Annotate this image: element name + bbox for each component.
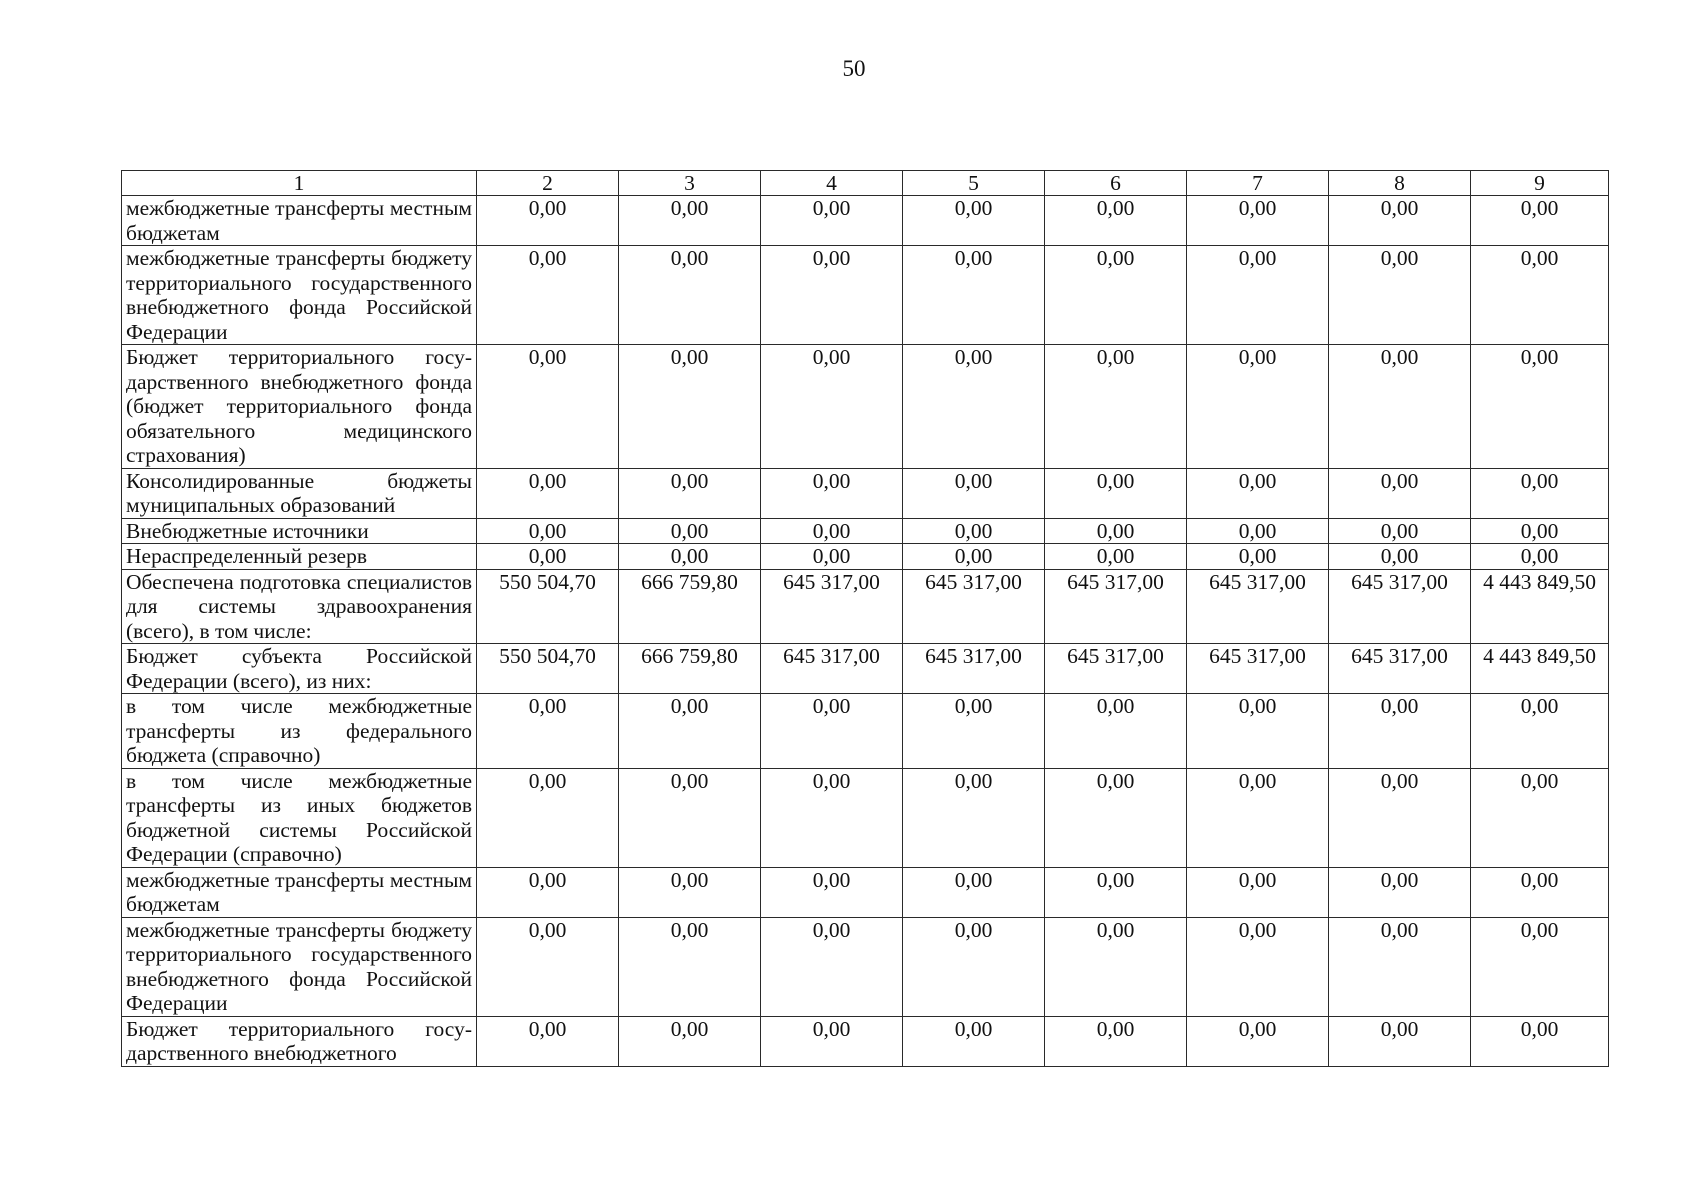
row-label: Бюджет территориального государственного внебюджетного bbox=[122, 1016, 477, 1066]
value-cell: 0,00 bbox=[1471, 867, 1609, 917]
value-cell: 0,00 bbox=[619, 246, 761, 345]
value-cell: 0,00 bbox=[1187, 917, 1329, 1016]
row-label: Консолидированные бюджеты муниципальных образований bbox=[122, 468, 477, 518]
value-cell: 0,00 bbox=[903, 544, 1045, 570]
value-cell: 0,00 bbox=[1471, 544, 1609, 570]
value-cell: 0,00 bbox=[903, 246, 1045, 345]
value-cell: 0,00 bbox=[1045, 768, 1187, 867]
value-cell: 0,00 bbox=[619, 768, 761, 867]
value-cell: 645 317,00 bbox=[1329, 644, 1471, 694]
table-row bbox=[122, 569, 1609, 644]
value-cell: 0,00 bbox=[1329, 768, 1471, 867]
row-label: межбюджетные трансферты местным бюджетам bbox=[122, 867, 477, 917]
column-header: 9 bbox=[1471, 171, 1609, 196]
value-cell: 0,00 bbox=[1471, 1016, 1609, 1066]
value-cell: 0,00 bbox=[1045, 1016, 1187, 1066]
value-cell: 0,00 bbox=[761, 246, 903, 345]
value-cell: 0,00 bbox=[1471, 468, 1609, 518]
value-cell: 0,00 bbox=[1187, 867, 1329, 917]
value-cell: 0,00 bbox=[1187, 518, 1329, 544]
value-cell: 0,00 bbox=[619, 694, 761, 769]
value-cell: 0,00 bbox=[477, 468, 619, 518]
value-cell: 0,00 bbox=[1329, 1016, 1471, 1066]
value-cell: 0,00 bbox=[1187, 694, 1329, 769]
value-cell: 0,00 bbox=[903, 867, 1045, 917]
value-cell: 0,00 bbox=[1045, 345, 1187, 469]
value-cell: 0,00 bbox=[1329, 518, 1471, 544]
value-cell: 0,00 bbox=[903, 1016, 1045, 1066]
value-cell: 0,00 bbox=[477, 518, 619, 544]
value-cell: 0,00 bbox=[477, 196, 619, 246]
value-cell: 0,00 bbox=[1471, 196, 1609, 246]
value-cell: 0,00 bbox=[477, 917, 619, 1016]
header-row bbox=[122, 171, 1609, 196]
value-cell: 645 317,00 bbox=[1045, 644, 1187, 694]
value-cell: 0,00 bbox=[903, 694, 1045, 769]
row-label: Бюджет субъекта Российской Федерации (всего), из них: bbox=[122, 644, 477, 694]
row-label: Бюджет территориального государственного внебюджетного фонда (бюджет территориального фонда обязательного медицинского страхования) bbox=[122, 345, 477, 469]
value-cell: 0,00 bbox=[477, 694, 619, 769]
value-cell: 0,00 bbox=[1045, 518, 1187, 544]
value-cell: 0,00 bbox=[761, 867, 903, 917]
row-label: Обеспечена подготовка специалистов для системы здравоохранения (всего), в том числе: bbox=[122, 569, 477, 644]
value-cell: 666 759,80 bbox=[619, 569, 761, 644]
value-cell: 0,00 bbox=[1329, 544, 1471, 570]
column-header: 3 bbox=[619, 171, 761, 196]
value-cell: 0,00 bbox=[1329, 246, 1471, 345]
table-row bbox=[122, 544, 1609, 570]
value-cell: 0,00 bbox=[761, 345, 903, 469]
value-cell: 0,00 bbox=[477, 867, 619, 917]
value-cell: 0,00 bbox=[1329, 867, 1471, 917]
budget-table bbox=[121, 170, 1609, 1067]
table-row bbox=[122, 644, 1609, 694]
table-row bbox=[122, 468, 1609, 518]
table-row bbox=[122, 867, 1609, 917]
value-cell: 0,00 bbox=[1045, 867, 1187, 917]
value-cell: 0,00 bbox=[619, 917, 761, 1016]
value-cell: 0,00 bbox=[619, 468, 761, 518]
value-cell: 0,00 bbox=[477, 544, 619, 570]
value-cell: 0,00 bbox=[619, 867, 761, 917]
value-cell: 0,00 bbox=[1045, 468, 1187, 518]
value-cell: 0,00 bbox=[477, 768, 619, 867]
value-cell: 0,00 bbox=[1329, 345, 1471, 469]
table-body bbox=[122, 171, 1609, 1067]
value-cell: 0,00 bbox=[1329, 468, 1471, 518]
value-cell: 0,00 bbox=[1471, 917, 1609, 1016]
value-cell: 550 504,70 bbox=[477, 569, 619, 644]
page-number: 50 bbox=[842, 56, 866, 81]
value-cell: 0,00 bbox=[1045, 544, 1187, 570]
table-row bbox=[122, 196, 1609, 246]
value-cell: 645 317,00 bbox=[761, 569, 903, 644]
value-cell: 0,00 bbox=[903, 196, 1045, 246]
value-cell: 645 317,00 bbox=[903, 644, 1045, 694]
value-cell: 0,00 bbox=[761, 518, 903, 544]
value-cell: 0,00 bbox=[477, 345, 619, 469]
column-header: 7 bbox=[1187, 171, 1329, 196]
value-cell: 0,00 bbox=[477, 1016, 619, 1066]
table-row bbox=[122, 345, 1609, 469]
value-cell: 0,00 bbox=[1329, 196, 1471, 246]
value-cell: 0,00 bbox=[1471, 518, 1609, 544]
value-cell: 0,00 bbox=[1329, 694, 1471, 769]
value-cell: 0,00 bbox=[1329, 917, 1471, 1016]
value-cell: 0,00 bbox=[761, 694, 903, 769]
value-cell: 0,00 bbox=[761, 196, 903, 246]
value-cell: 4 443 849,50 bbox=[1471, 644, 1609, 694]
value-cell: 0,00 bbox=[903, 518, 1045, 544]
value-cell: 0,00 bbox=[1045, 694, 1187, 769]
row-label: межбюджетные трансферты бюджету территориального государственного внебюджетного фонда Российской Федерации bbox=[122, 246, 477, 345]
table-row bbox=[122, 1016, 1609, 1066]
value-cell: 0,00 bbox=[761, 468, 903, 518]
table-row bbox=[122, 694, 1609, 769]
value-cell: 0,00 bbox=[903, 917, 1045, 1016]
row-label: межбюджетные трансферты бюджету территориального государственного внебюджетного фонда Российской Федерации bbox=[122, 917, 477, 1016]
value-cell: 0,00 bbox=[1471, 694, 1609, 769]
value-cell: 0,00 bbox=[761, 1016, 903, 1066]
value-cell: 645 317,00 bbox=[1045, 569, 1187, 644]
table-row bbox=[122, 917, 1609, 1016]
table-row bbox=[122, 246, 1609, 345]
value-cell: 0,00 bbox=[1187, 196, 1329, 246]
value-cell: 645 317,00 bbox=[761, 644, 903, 694]
column-header: 4 bbox=[761, 171, 903, 196]
row-label: Внебюджетные источники bbox=[122, 518, 477, 544]
value-cell: 645 317,00 bbox=[903, 569, 1045, 644]
value-cell: 0,00 bbox=[1045, 917, 1187, 1016]
value-cell: 0,00 bbox=[761, 917, 903, 1016]
value-cell: 645 317,00 bbox=[1187, 569, 1329, 644]
column-header: 8 bbox=[1329, 171, 1471, 196]
value-cell: 0,00 bbox=[1187, 768, 1329, 867]
value-cell: 645 317,00 bbox=[1329, 569, 1471, 644]
value-cell: 0,00 bbox=[761, 544, 903, 570]
value-cell: 0,00 bbox=[1471, 246, 1609, 345]
value-cell: 0,00 bbox=[1471, 768, 1609, 867]
value-cell: 0,00 bbox=[619, 345, 761, 469]
row-label: в том числе межбюджетные трансферты из иных бюджетов бюджетной системы Российской Федерации (справочно) bbox=[122, 768, 477, 867]
value-cell: 0,00 bbox=[1187, 468, 1329, 518]
table-row bbox=[122, 518, 1609, 544]
table-row bbox=[122, 768, 1609, 867]
value-cell: 0,00 bbox=[1187, 1016, 1329, 1066]
value-cell: 0,00 bbox=[903, 345, 1045, 469]
row-label: межбюджетные трансферты местным бюджетам bbox=[122, 196, 477, 246]
value-cell: 666 759,80 bbox=[619, 644, 761, 694]
value-cell: 0,00 bbox=[1187, 544, 1329, 570]
value-cell: 0,00 bbox=[903, 768, 1045, 867]
value-cell: 0,00 bbox=[1471, 345, 1609, 469]
column-header: 5 bbox=[903, 171, 1045, 196]
row-label: в том числе межбюджетные трансферты из федерального бюджета (справочно) bbox=[122, 694, 477, 769]
value-cell: 0,00 bbox=[619, 518, 761, 544]
value-cell: 0,00 bbox=[619, 544, 761, 570]
value-cell: 0,00 bbox=[761, 768, 903, 867]
value-cell: 0,00 bbox=[619, 1016, 761, 1066]
value-cell: 0,00 bbox=[1045, 246, 1187, 345]
value-cell: 0,00 bbox=[903, 468, 1045, 518]
value-cell: 0,00 bbox=[477, 246, 619, 345]
value-cell: 4 443 849,50 bbox=[1471, 569, 1609, 644]
value-cell: 0,00 bbox=[1187, 246, 1329, 345]
value-cell: 0,00 bbox=[1045, 196, 1187, 246]
value-cell: 645 317,00 bbox=[1187, 644, 1329, 694]
value-cell: 550 504,70 bbox=[477, 644, 619, 694]
value-cell: 0,00 bbox=[619, 196, 761, 246]
column-header: 6 bbox=[1045, 171, 1187, 196]
column-header: 2 bbox=[477, 171, 619, 196]
column-header: 1 bbox=[122, 171, 477, 196]
row-label: Нераспределенный резерв bbox=[122, 544, 477, 570]
value-cell: 0,00 bbox=[1187, 345, 1329, 469]
